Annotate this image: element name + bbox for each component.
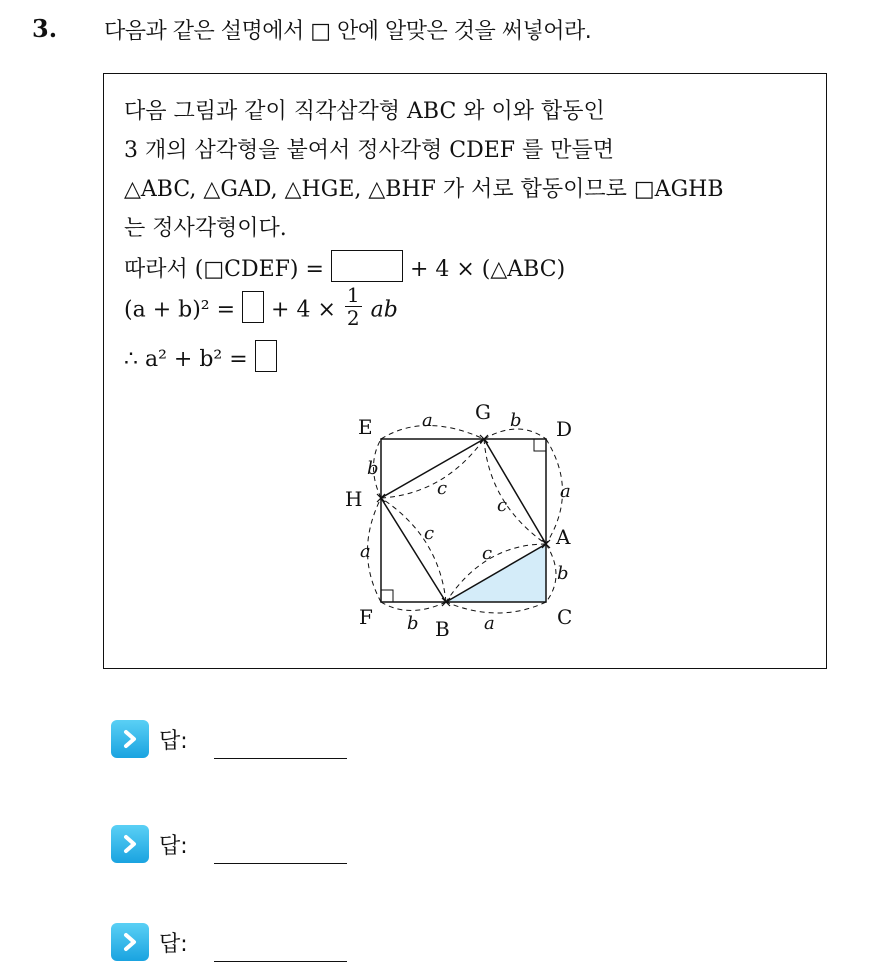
equation-1-prefix: 따라서 (□CDEF) = — [124, 257, 324, 282]
label-a: A — [556, 525, 571, 549]
edge-label-ab-c: c — [482, 543, 493, 564]
fraction — [345, 284, 362, 329]
equation-1-suffix: + 4 × (△ABC) — [409, 257, 566, 282]
label-h: H — [345, 487, 363, 511]
fraction-numerator: 1 — [346, 283, 360, 307]
edge-label-bh-c: c — [424, 523, 435, 544]
label-d: D — [556, 417, 573, 441]
explanation-line-3: △ABC, △GAD, △HGE, △BHF 가 서로 합동이므로 □AGHB — [124, 177, 724, 202]
question-prompt: 다음과 같은 설명에서 □ 안에 알맞은 것을 써넣어라. — [104, 19, 592, 44]
equation-2 — [124, 283, 398, 333]
equation-3-prefix: ∴ a² + b² = — [124, 347, 248, 372]
chevron-right-icon — [111, 825, 149, 863]
answer-row-2 — [111, 825, 188, 863]
answer-input-line-2[interactable] — [214, 863, 347, 864]
label-e: E — [358, 415, 373, 439]
right-angle-f — [381, 590, 393, 602]
edge-label-da-a: a — [560, 481, 571, 502]
explanation-line-2: 3 개의 삼각형을 붙여서 정사각형 CDEF 를 만들면 — [124, 138, 615, 163]
label-b: B — [435, 617, 450, 641]
equation-2-prefix: (a + b)² = — [124, 297, 236, 323]
arc-bf — [381, 602, 446, 611]
square-diagram — [344, 394, 604, 644]
answer-blank-3[interactable] — [255, 340, 277, 372]
explanation-box — [103, 73, 827, 669]
explanation-line-4: 는 정사각형이다. — [124, 216, 287, 241]
edge-label-fh-a: a — [360, 541, 371, 562]
chevron-right-icon — [111, 720, 149, 758]
label-c: C — [557, 605, 573, 629]
equation-3 — [124, 340, 277, 372]
edge-label-bf-b: b — [407, 613, 419, 634]
explanation-line-1: 다음 그림과 같이 직각삼각형 ABC 와 이와 합동인 — [124, 99, 605, 124]
chevron-right-icon — [111, 923, 149, 961]
fraction-denominator: 2 — [346, 306, 360, 330]
arc-ac — [546, 544, 556, 602]
equation-2-mid: + 4 × — [271, 297, 336, 323]
answer-label: 답: — [159, 833, 188, 859]
answer-blank-2[interactable] — [242, 291, 264, 323]
edge-label-ga-c: c — [497, 495, 508, 516]
question-number: 3. — [32, 14, 58, 43]
arc-cb — [446, 602, 546, 613]
answer-input-line-3[interactable] — [214, 961, 347, 962]
edge-label-eg-a: a — [422, 410, 433, 431]
label-f: F — [359, 605, 373, 629]
answer-row-3 — [111, 923, 188, 961]
answer-row-1 — [111, 720, 188, 758]
equation-1 — [124, 250, 565, 283]
label-g: G — [475, 400, 491, 424]
edge-label-he-b: b — [367, 458, 379, 479]
equation-2-suffix: ab — [370, 297, 398, 323]
edge-label-ac-b: b — [557, 563, 569, 584]
answer-label: 답: — [159, 931, 188, 957]
answer-label: 답: — [159, 728, 188, 754]
right-angle-d — [534, 439, 546, 451]
edge-label-cb-a: a — [484, 613, 495, 634]
edge-label-gd-b: b — [510, 410, 522, 431]
answer-blank-1[interactable] — [331, 250, 403, 282]
answer-input-line-1[interactable] — [214, 758, 347, 759]
edge-label-hg-c: c — [437, 478, 448, 499]
